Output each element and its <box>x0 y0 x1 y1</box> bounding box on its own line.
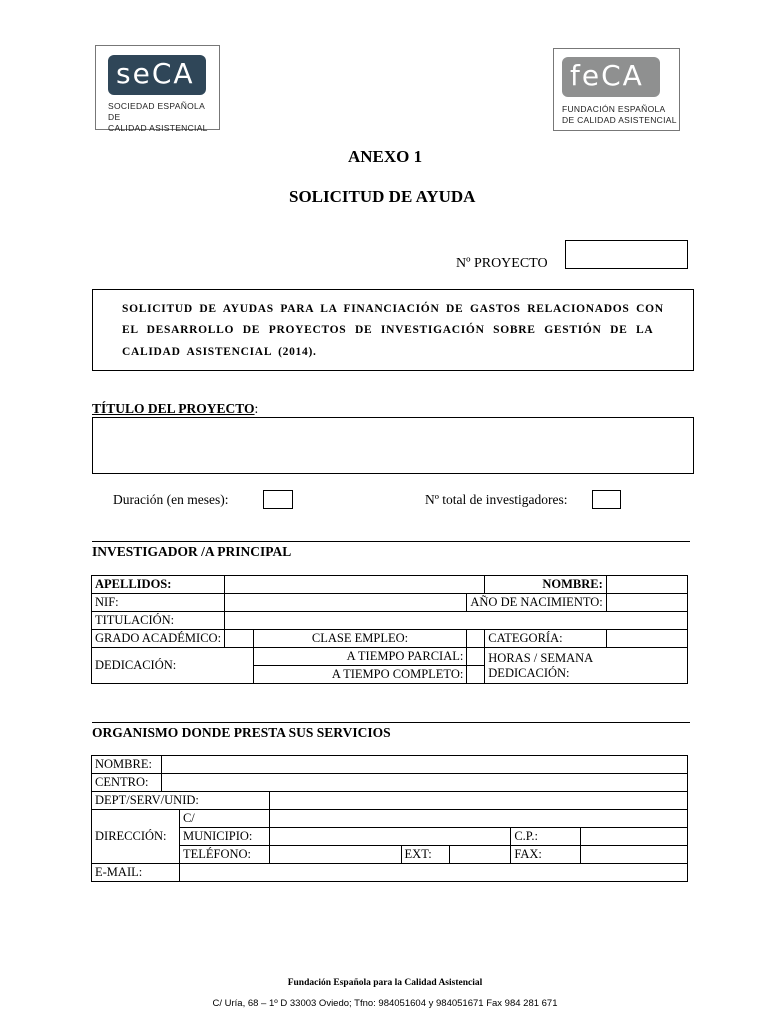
org-centro-label: CENTRO: <box>92 774 162 792</box>
org-centro-field[interactable] <box>161 774 687 792</box>
org-municipio-label: MUNICIPIO: <box>179 828 269 846</box>
project-number-field[interactable] <box>565 240 688 269</box>
request-text-line1: SOLICITUD DE AYUDAS PARA LA FINANCIACIÓN DE GASTOS RELACIONADOS CON <box>122 303 664 315</box>
investigators-label: Nº total de investigadores: <box>425 492 568 507</box>
clase-empleo-field[interactable] <box>467 630 485 648</box>
duration-field[interactable] <box>263 490 293 509</box>
tiempo-completo-label: A TIEMPO COMPLETO: <box>253 666 467 684</box>
grado-field[interactable] <box>225 630 254 648</box>
principal-divider <box>92 541 690 542</box>
project-title-field[interactable] <box>92 417 694 474</box>
request-text-line2: EL DESARROLLO DE PROYECTOS DE INVESTIGACIÓN SOBRE GESTIÓN DE LA <box>122 324 654 336</box>
titulacion-field[interactable] <box>225 612 688 630</box>
ano-nacimiento-label: AÑO DE NACIMIENTO: <box>467 594 606 612</box>
org-telefono-label: TELÉFONO: <box>179 846 269 864</box>
ano-nacimiento-field[interactable] <box>606 594 687 612</box>
org-ext-field[interactable] <box>449 846 511 864</box>
org-municipio-field[interactable] <box>269 828 510 846</box>
principal-heading: INVESTIGADOR /A PRINCIPAL <box>92 544 292 559</box>
footer-organization: Fundación Española para la Calidad Asistencial <box>287 978 483 988</box>
investigators-field[interactable] <box>592 490 621 509</box>
tiempo-completo-field[interactable] <box>467 666 485 684</box>
org-dept-field[interactable] <box>269 792 687 810</box>
organismo-divider <box>92 722 690 723</box>
org-nombre-label: NOMBRE: <box>92 756 162 774</box>
request-text-line3: CALIDAD ASISTENCIAL (2014). <box>122 346 317 358</box>
categoria-label: CATEGORÍA: <box>485 630 606 648</box>
apellidos-field[interactable] <box>225 576 485 594</box>
org-nombre-field[interactable] <box>161 756 687 774</box>
dedicacion-label: DEDICACIÓN: <box>92 648 254 684</box>
org-direccion-label: DIRECCIÓN: <box>92 810 180 864</box>
tiempo-parcial-field[interactable] <box>467 648 485 666</box>
org-cp-field[interactable] <box>581 828 688 846</box>
org-dept-label: DEPT/SERV/UNID: <box>92 792 270 810</box>
project-number-label: Nº PROYECTO <box>456 256 548 271</box>
titulacion-label: TITULACIÓN: <box>92 612 225 630</box>
organismo-table <box>91 755 688 882</box>
tiempo-parcial-label: A TIEMPO PARCIAL: <box>253 648 467 666</box>
footer-address: C/ Uría, 68 – 1º D 33003 Oviedo; Tfno: 984051604 y 984051671 Fax 984 281 671 <box>212 998 558 1009</box>
nombre-field[interactable] <box>606 576 687 594</box>
feca-logo-text: FUNDACIÓN ESPAÑOLA DE CALIDAD ASISTENCIAL <box>562 104 677 125</box>
feca-logo-word: feCA <box>570 59 644 92</box>
organismo-heading: ORGANISMO DONDE PRESTA SUS SERVICIOS <box>92 725 391 740</box>
seca-logo <box>95 45 220 133</box>
feca-logo <box>553 48 680 131</box>
duration-label: Duración (en meses): <box>113 492 229 507</box>
org-ext-label: EXT: <box>401 846 449 864</box>
org-calle-field[interactable] <box>269 810 687 828</box>
principal-table <box>91 575 688 684</box>
apellidos-label: APELLIDOS: <box>92 576 225 594</box>
org-email-field[interactable] <box>179 864 687 882</box>
clase-empleo-label: CLASE EMPLEO: <box>253 630 467 648</box>
org-calle-label: C/ <box>179 810 269 828</box>
org-fax-field[interactable] <box>581 846 688 864</box>
categoria-field[interactable] <box>606 630 687 648</box>
horas-semana-label: HORAS / SEMANA DEDICACIÓN: <box>485 648 688 684</box>
seca-logo-word: seCA <box>116 57 195 90</box>
nif-label: NIF: <box>92 594 225 612</box>
grado-label: GRADO ACADÉMICO: <box>92 630 225 648</box>
org-fax-label: FAX: <box>511 846 581 864</box>
seca-logo-text: SOCIEDAD ESPAÑOLA DE CALIDAD ASISTENCIAL <box>108 101 208 133</box>
org-email-label: E-MAIL: <box>92 864 180 882</box>
annex-heading: ANEXO 1 <box>348 147 423 166</box>
org-telefono-field[interactable] <box>269 846 401 864</box>
nif-field[interactable] <box>225 594 467 612</box>
page-title: SOLICITUD DE AYUDA <box>289 187 476 206</box>
nombre-label: NOMBRE: <box>485 576 606 594</box>
org-cp-label: C.P.: <box>511 828 581 846</box>
project-title-label: TÍTULO DEL PROYECTO: <box>92 401 259 416</box>
